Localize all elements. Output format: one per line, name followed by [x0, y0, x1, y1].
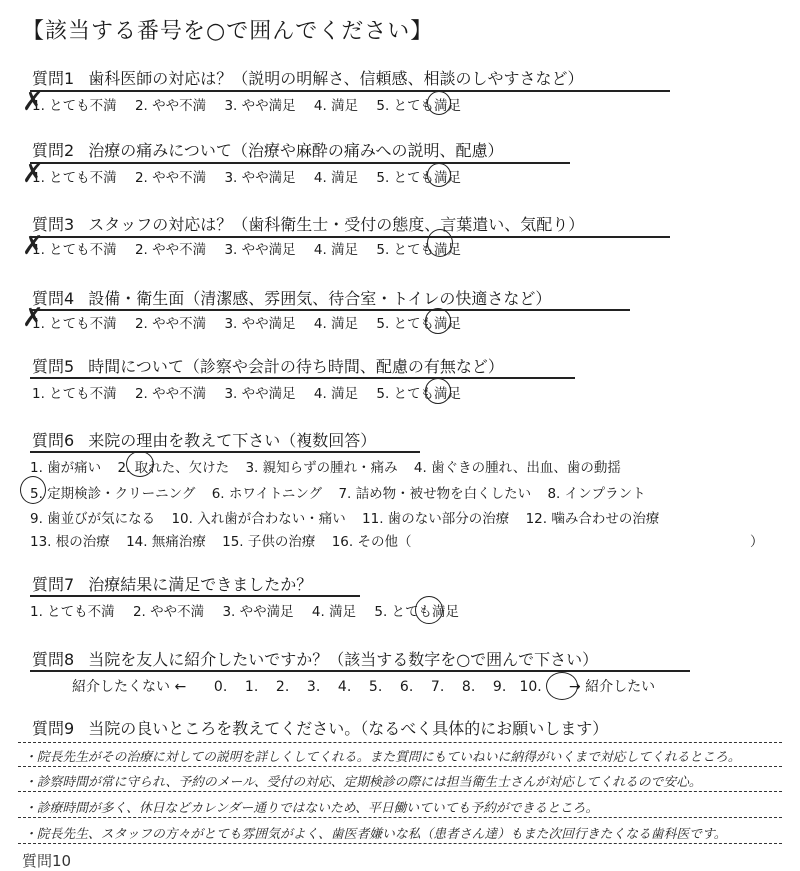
- answer-divider: [18, 843, 782, 844]
- scale-option[interactable]: 7.: [430, 679, 445, 695]
- scale-option[interactable]: 3.: [306, 679, 321, 695]
- option-2[interactable]: 2. やや不満: [134, 98, 207, 114]
- question-6-row: [30, 507, 671, 527]
- question-1-options: [32, 94, 475, 114]
- question-6-row: [30, 482, 658, 502]
- answer-divider: [18, 791, 782, 792]
- selection-circle-icon: [427, 229, 453, 257]
- scale-option[interactable]: 4.: [337, 679, 352, 695]
- option-2[interactable]: 2. やや不満: [134, 242, 207, 258]
- question-6-underline: [30, 451, 420, 453]
- question-1-title: 質問1 歯科医師の対応は？（説明の明解さ、信頼感、相談のしやすさなど）: [32, 69, 584, 88]
- other-close-paren: ）: [750, 534, 764, 550]
- option-4[interactable]: 4. 満足: [313, 170, 359, 186]
- page-title: 【該当する番号を○で囲んでください】: [22, 19, 434, 44]
- selection-circle-icon: [20, 476, 46, 504]
- handwritten-answer: ・診察時間が常に守られ、予約のメール、受付の対応、定期検診の際には担当衛生士さんが対応してくれるので安心。: [24, 775, 702, 790]
- reason-option[interactable]: 10. 入れ歯が合わない・痛い: [171, 511, 346, 527]
- option-5[interactable]: 5. とても満足: [376, 316, 462, 332]
- scale-option[interactable]: 5.: [368, 679, 383, 695]
- reason-option-other[interactable]: 16. その他（: [331, 534, 412, 550]
- reason-option[interactable]: 1. 歯が痛い: [30, 460, 102, 476]
- cross-mark-icon: ✗: [22, 159, 44, 189]
- question-5-title: 質問5 時間について（診察や会計の待ち時間、配慮の有無など）: [32, 357, 504, 376]
- option-5[interactable]: 5. とても満足: [374, 604, 460, 620]
- option-3[interactable]: 3. やや満足: [224, 170, 296, 186]
- reason-option[interactable]: 7. 詰め物・被せ物を白くしたい: [338, 486, 532, 502]
- scale-option[interactable]: 10.: [519, 679, 542, 695]
- scale-option[interactable]: 9.: [492, 679, 507, 695]
- option-3[interactable]: 3. やや満足: [224, 316, 296, 332]
- question-2-underline: [30, 162, 570, 164]
- reason-option[interactable]: 3. 親知らずの腫れ・痛み: [245, 460, 398, 476]
- question-2-options: [32, 166, 475, 186]
- option-5[interactable]: 5. とても満足: [376, 98, 462, 114]
- cross-mark-icon: ✗: [22, 303, 44, 333]
- selection-circle-icon: [415, 596, 443, 624]
- option-4[interactable]: 4. 満足: [313, 242, 359, 258]
- question-7-title: 質問7 治療結果に満足できましたか？: [32, 575, 313, 594]
- option-3[interactable]: 3. やや満足: [224, 242, 296, 258]
- answer-divider: [18, 817, 782, 818]
- cross-mark-icon: ✗: [22, 231, 44, 261]
- question-6-row: [30, 530, 423, 550]
- scale-option[interactable]: 1.: [244, 679, 259, 695]
- reason-option[interactable]: 6. ホワイトニング: [211, 486, 323, 502]
- option-1[interactable]: 1. とても不満: [32, 170, 117, 186]
- reason-option[interactable]: 2. 取れた、欠けた: [117, 460, 230, 476]
- option-5[interactable]: 5. とても満足: [376, 386, 462, 402]
- scale-option[interactable]: 6.: [399, 679, 414, 695]
- option-2[interactable]: 2. やや不満: [134, 386, 207, 402]
- option-1[interactable]: 1. とても不満: [32, 98, 117, 114]
- question-1-underline: [30, 90, 670, 92]
- scale-right-label: → 紹介したい: [569, 679, 656, 695]
- reason-option[interactable]: 15. 子供の治療: [222, 534, 316, 550]
- option-3[interactable]: 3. やや満足: [224, 98, 296, 114]
- question-2-title: 質問2 治療の痛みについて（治療や麻酔の痛みへの説明、配慮）: [32, 141, 504, 160]
- selection-circle-icon: [126, 451, 154, 477]
- selection-circle-icon: [427, 91, 451, 115]
- option-4[interactable]: 4. 満足: [313, 98, 359, 114]
- option-3[interactable]: 3. やや満足: [224, 386, 296, 402]
- reason-option[interactable]: 11. 歯のない部分の治療: [362, 511, 510, 527]
- selection-circle-icon: [425, 378, 451, 404]
- reason-option[interactable]: 8. インプラント: [547, 486, 646, 502]
- handwritten-answer: ・診療時間が多く、休日などカレンダー通りではないため、平日働いていても予約ができるところ。: [24, 801, 599, 816]
- question-9-title: 質問9 当院の良いところを教えてください。（なるべく具体的にお願いします）: [32, 719, 609, 738]
- answer-divider: [18, 766, 782, 767]
- option-2[interactable]: 2. やや不満: [134, 170, 207, 186]
- question-7-underline: [30, 595, 360, 597]
- option-1[interactable]: 1. とても不満: [32, 316, 117, 332]
- reason-option[interactable]: 4. 歯ぐきの腫れ、出血、歯の動揺: [413, 460, 621, 476]
- scale-left-label: 紹介したくない ←: [72, 679, 187, 695]
- question-10-title-cut: 質問10: [22, 852, 72, 870]
- answer-divider: [18, 742, 782, 743]
- option-1[interactable]: 1. とても不満: [30, 604, 115, 620]
- option-4[interactable]: 4. 満足: [313, 386, 359, 402]
- option-4[interactable]: 4. 満足: [311, 604, 357, 620]
- question-6-title: 質問6 来院の理由を教えて下さい（複数回答）: [32, 431, 377, 450]
- reason-option[interactable]: 14. 無痛治療: [126, 534, 206, 550]
- question-3-options: [32, 238, 475, 258]
- selection-circle-icon: [546, 672, 578, 700]
- handwritten-answer: ・院長先生、スタッフの方々がとても雰囲気がよく、歯医者嫌いな私（患者さん達）もまた次回行きたくなる歯科医です。: [24, 827, 727, 842]
- reason-option[interactable]: 12. 噛み合わせの治療: [525, 511, 660, 527]
- option-3[interactable]: 3. やや満足: [222, 604, 294, 620]
- option-1[interactable]: 1. とても不満: [32, 242, 117, 258]
- question-4-options: [32, 312, 475, 332]
- option-5[interactable]: 5. とても満足: [376, 242, 462, 258]
- question-4-title: 質問4 設備・衛生面（清潔感、雰囲気、待合室・トイレの快適さなど）: [32, 289, 552, 308]
- option-2[interactable]: 2. やや不満: [134, 316, 207, 332]
- option-5[interactable]: 5. とても満足: [376, 170, 462, 186]
- question-7-options: [30, 600, 473, 620]
- scale-option[interactable]: 8.: [461, 679, 476, 695]
- option-2[interactable]: 2. やや不満: [132, 604, 205, 620]
- scale-option[interactable]: 2.: [275, 679, 290, 695]
- reason-option[interactable]: 9. 歯並びが気になる: [30, 511, 156, 527]
- question-8-title: 質問8 当院を友人に紹介したいですか？（該当する数字を○で囲んで下さい）: [32, 650, 599, 669]
- reason-option[interactable]: 5. 定期検診・クリーニング: [30, 486, 196, 502]
- scale-option[interactable]: 0.: [213, 679, 228, 695]
- cross-mark-icon: ✗: [22, 87, 44, 117]
- question-5-underline: [30, 377, 575, 379]
- selection-circle-icon: [427, 163, 451, 187]
- option-4[interactable]: 4. 満足: [313, 316, 359, 332]
- question-8-underline: [30, 670, 690, 672]
- question-5-options: [32, 382, 475, 402]
- option-1[interactable]: 1. とても不満: [32, 386, 117, 402]
- selection-circle-icon: [425, 308, 451, 334]
- handwritten-answer: ・院長先生がその治療に対しての説明を詳しくしてくれる。また質問にもていねいに納得がいくまで対応してくれるところ。: [24, 750, 741, 765]
- question-6-row: [30, 456, 633, 476]
- reason-option[interactable]: 13. 根の治療: [30, 534, 110, 550]
- question-3-title: 質問3 スタッフの対応は？（歯科衛生士・受付の態度、言葉遣い、気配り）: [32, 215, 585, 234]
- question-4-underline: [30, 309, 630, 311]
